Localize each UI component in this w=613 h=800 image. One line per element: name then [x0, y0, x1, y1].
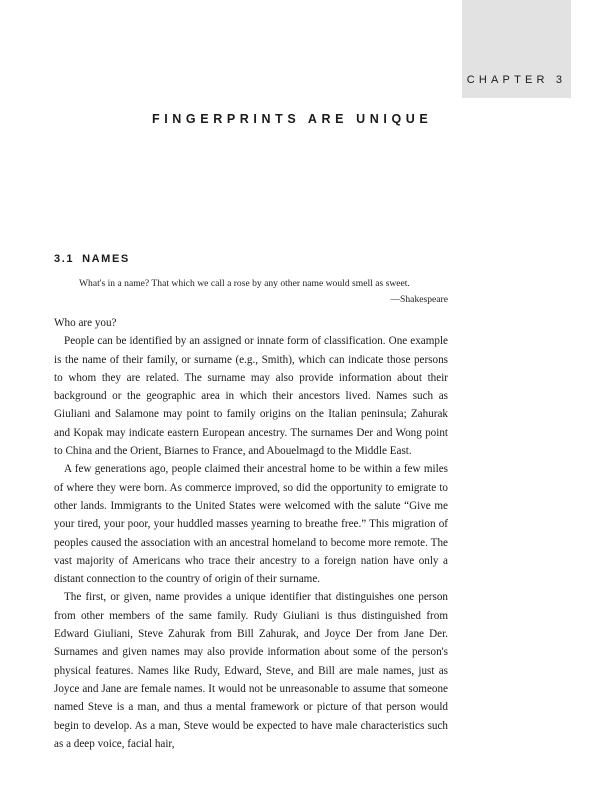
- paragraph: The first, or given, name provides a unique identifier that distinguishes one person from other members of the same family. Rudy Giuliani is thus distinguished from Edward Giuliani, Steve Zahurak from Bill Zahurak, and Joyce Der from Jane Der. Surnames and given names may also provide information about some of the person's physical features. Names like Rudy, Edward, Steve, and Bill are male names, just as Joyce and Jane are female names. It would not be unreasonable to assume that someone named Steve is a man, and thus a mental framework or picture of that person would begin to develop. As a man, Steve would be expected to have male characteristics such as a deep voice, facial hair,: [54, 591, 448, 750]
- paragraph-opening: Who are you?: [54, 317, 117, 329]
- paragraph: A few generations ago, people claimed their ancestral home to be within a few miles of where they were born. As commerce improved, so did the opportunity to emigrate to other lands. Immigrants to the United States were welcomed with the salute “Give me your tired, your poor, your huddled masses yearning to breathe free.” This migration of peoples caused the association with an ancestral homeland to become more remote. The vast majority of Americans who trace their ancestry to a foreign nation have only a distant connection to the country of origin of their surname.: [54, 463, 448, 586]
- paragraph: People can be identified by an assigned or innate form of classification. One example is the name of their family, or surname (e.g., Smith), which can indicate those persons to whom they are related. The surname may also provide information about their background or the geographic area in which their ancestors lived. Names such as Giuliani and Salamone may point to family origins on the Italian peninsula; Zahurak and Kopak may indicate eastern European ancestry. The surnames Der and Wong point to China and the Orient, Biarnes to France, and Abouelmagd to the Middle East.: [54, 335, 448, 458]
- body-text: [54, 314, 448, 753]
- epigraph: [79, 276, 448, 308]
- epigraph-attribution: —Shakespeare: [390, 294, 448, 305]
- chapter-title: FINGERPRINTS ARE UNIQUE: [152, 112, 433, 126]
- chapter-label: CHAPTER 3: [466, 74, 567, 86]
- section-number: 3.1: [54, 253, 75, 265]
- section-title: NAMES: [82, 253, 130, 265]
- section-heading: [54, 253, 130, 265]
- epigraph-quote: What's in a name? That which we call a rose by any other name would smell as sweet.: [79, 278, 410, 289]
